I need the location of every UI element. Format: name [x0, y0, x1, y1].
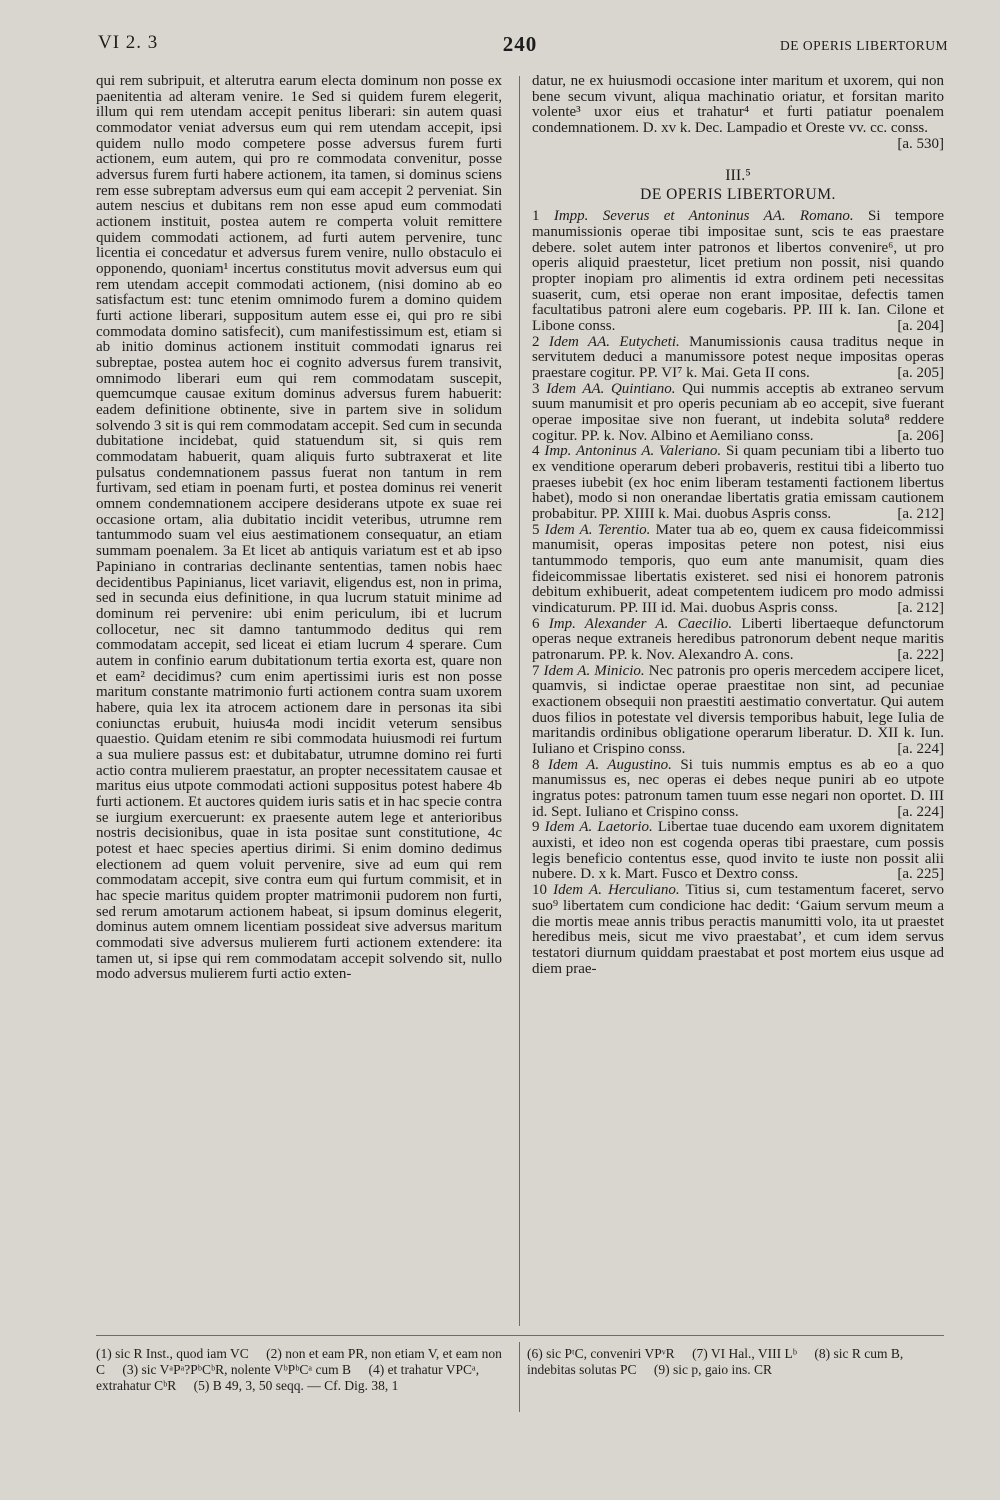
law-text: Liberti libertaeque defunctorum operas neque extraneis heredibus patronorum debent neque maritis patronarum. PP. k. Nov. Alexandro A. cons.: [532, 615, 944, 664]
law-date: [a. 224]: [897, 741, 944, 758]
law-heading: Idem A. Minicio.: [543, 662, 645, 679]
law-entry: [532, 617, 944, 664]
law-entry: [532, 444, 944, 522]
footnote: (4) et trahatur VPCᵃ, extrahatur CᵇR: [96, 1362, 480, 1394]
law-entry: [532, 883, 944, 977]
law-number: 2: [532, 333, 540, 350]
law-entry: [532, 664, 944, 758]
law-heading: Idem AA. Quintiano.: [546, 380, 676, 397]
law-text: Libertae tuae ducendo eam uxorem dignitatem auxisti, et ideo non est cogenda operas tibi praestare, cum possis legis beneficio contentus esse, quod invito te iuste non possit alii nubere. D. x k. Mart. Fusco et Dextro conss.: [532, 819, 944, 883]
law-text: Manumissionis causa traditus neque in servitutem deduci a manumissore potest neque impositas operas praestare cogitur. PP. VI⁷ k. Mai. Geta II cons.: [532, 333, 944, 381]
law-text: Qui nummis acceptis ab extraneo servum suum manumisit et pro operis pecuniam ab eo accepit, sive fuerant operae impositae sive non fuerant, ut indebita soluta⁸ reddere cogitur. PP. k. Nov. Albino et Aemiliano conss.: [532, 380, 945, 444]
law-number: 10: [532, 882, 547, 899]
footnote: (1) sic R Inst., quod iam VC: [96, 1346, 249, 1361]
law-date: [a. 225]: [897, 866, 944, 883]
running-head-title: DE OPERIS LIBERTORUM: [780, 38, 948, 53]
column-divider: [519, 76, 520, 1326]
law-number: 9: [532, 819, 540, 836]
law-heading: Imp. Alexander A. Caecilio.: [548, 615, 733, 632]
right-column: [532, 74, 944, 977]
law-text: Titius si, cum testamentum faceret, servo suo⁹ libertatem cum condicione hac dedit: ‘Gaium servum meum a die mortis meae annis tribus peractis manumitti volo, ita ut praestet heredibus meis, sicut me vivo praestabat’, et cum idem servus testatori diurnum quiddam praestabat et post mortem eius usque ad diem prae-: [532, 882, 945, 977]
law-text: Si quam pecuniam tibi a liberto tuo ex venditione operarum deberi probaveris, restitui tibi a liberto tuo praeses iubebit (ex hoc enim liberam testamenti factionem libertus habet), modo si non onerandae libertatis gratia emissam cautionem probabitur. PP. XIIII k. Mai. duobus Aspris conss.: [532, 443, 945, 523]
footnote: (8) sic R cum B, indebitas solutas PC: [527, 1346, 904, 1378]
law-entry: [532, 209, 944, 334]
left-column-text: qui rem subripuit, et alterutra earum electa dominum non posse ex paenitentia ad alteram venire. 1e Sed si quidem furem elegerit, illum qui rem utendam accepit penitus liberari: sin autem quasi commodator veniat adversus eum qui rem utendam accepit, ipsi quidem nullo modo competere posse adversus furem furti actionem, eum autem, qui pro re commodata convenitur, posse adversus furem furti habere actionem, ita tamen, si dominus sciens rem esse subreptam adversus eum qui eam accepit 2 perveniat. Sin autem nescius et dubitans rem non esse apud eum commodati actionem instituit, postea autem re comperta voluit remittere quidem commodati actionem, ad furti autem pervenire, tunc licentia ei concedatur et adversus furem venire, nullo obstaculo ei opponendo, quoniam¹ incertus constitutus movit adversus eum qui rem utendam accepit commodati actionem, (nisi domino ab eo satisfactum est: tunc etenim omnimodo furem a domino quidem furti actione liberari, suppositum autem esse ei, qui pro re sibi commodata domino satisfecit), cum manifestissimum est, etiam si ab initio dominus actionem instituit commodati ignarus rei subreptae, postea autem hoc ei cognito adversus furem transivit, omnimodo liberari eum qui rem commodatam suscepit, quemcumque causae exitum dominus adversus furem habuerit: eadem definitione obtinente, sive in partem sive in solidum solvendo 3 sit is qui rem commodatam accepit. Sed cum in secunda dubitatione incidebat, quid statuendum sit, si quis rem commodatam habuerit, quam aliquis furto subtraxerat et lite pulsatus condemnationem passus fuerat non tantum in rem furtivam, sed etiam in poenam furti, et postea dominus rei venerit omnem condemnationem accipere desiderans utpote ex suae rei occasione ortam, alia dubitatio incidit veteribus, utrumne rem tantummodo suam vel eius aestimationem consequatur, an etiam summam poenalem. 3a Et licet ab antiquis variatum est et ab ipso Papiniano in contrarias declinante sententias, tamen nobis haec decidentibus Papinianus, licet variavit, eligendus est, non in prima, sed in secunda eius definitione, in qua lucrum statuit minime ad dominum rei pervenire: ubi enim periculum, ibi et lucrum collocetur, nec sit damno tantummodo deditus qui rem commodatam accepit, sed liceat ei etiam lucrum 4 sperare. Cum autem in confinio earum dubitationum tertia exorta est, quare non et eam² decidimus? cum enim apertissimi iuris est non posse maritum constante matrimonio furti actionem contra suam uxorem habere, quia lex ita atrocem actionem dare in personas ita sibi coniunctas erubuit, huius4a modi incidit veterum sensibus quaestio. Quidam etenim re sibi commodata huiusmodi rei furtum a sua muliere passus est: et dubitabatur, utrumne domino rei furti actio contra mulierem praestatur, an propter necessitatem causae et maritus eius utpote commodati actioni suppositus potest habere 4b furti actionem. Et auctores quidem iuris satis et in hac specie contra se iurgium exercuerunt: ex praesente autem lege et anterioribus nostris decisionibus, quae in ista positae sunt constitutione, 4c potest et haec species apertius dirimi. Si enim domino dedimus electionem ad quem voluit pervenire, sive ad eum qui rem commodatam accepit, sive contra eum qui furtum commisit, et in hac specie maritus quidem propter matrimonii pudorem non furti, sed rerum amotarum actionem habeat, si ipsum dominus elegerit, dominus autem omnem licentiam possideat sive adversus maritum commodati sive adversus mulierem furti actionem extendere: ita tamen ut, si ipse qui rem commodatam accepit solvendo sit, nullo modo adversus mulierem furti actio exten-: [96, 73, 502, 983]
law-number: 6: [532, 615, 540, 632]
footnote: (3) sic VᵃPᵃ?PᵇCᵇR, nolente VᵇPᵇCᵃ cum B: [122, 1362, 352, 1378]
law-entry: [532, 820, 944, 883]
law-heading: Idem A. Laetorio.: [544, 819, 653, 836]
footnotes-right: [527, 1346, 944, 1378]
law-list: [532, 209, 944, 977]
continued-text-body: datur, ne ex huiusmodi occasione inter maritum et uxorem, qui non bene secum vivunt, aliqua machinatio oriatur, et forsitan marito volente³ uxor eius et trahatur⁴ et furti patiatur poenalem condemnationem. D. xv k. Dec. Lampadio et Oreste vv. cc. conss.: [532, 73, 944, 137]
footnote: (9) sic p, gaio ins. CR: [653, 1362, 773, 1378]
law-text: Si tempore manumissionis operae tibi impositae sunt, scis te eas praestare debere. solet autem inter patronos et libertos convenire⁶, ut pro operis aliquid praestetur, licet pretium non possit, nisi quando propter inopiam pro alimentis id extra ordinem peti necessitas suaserit, cum, etsi operae non erant impositae, defectis tamen facultatibus patroni alere eum cogebaris. PP. III k. Ian. Cilone et Libone conss.: [532, 208, 945, 334]
law-date: [a. 206]: [897, 427, 944, 444]
law-entry: [532, 382, 944, 445]
law-heading: Idem AA. Eutycheti.: [548, 333, 680, 350]
law-entry: [532, 523, 944, 617]
footnote: (6) sic PᵗC, conveniri VPᵛR: [527, 1346, 675, 1361]
law-heading: Idem A. Terentio.: [544, 521, 651, 538]
continued-text: [532, 73, 944, 152]
footnote: (7) VI Hal., VIII Lᵇ: [692, 1346, 797, 1361]
law-number: 4: [532, 443, 540, 460]
law-entry: [532, 335, 944, 382]
law-number: 1: [532, 208, 540, 225]
page-number: 240: [502, 32, 538, 56]
law-text: Si tuis nummis emptus es ab eo a quo manumissus es, nec operas ei debes neque puniri ab eo utpote ingratus potes: patronum tamen tuum esse negari non oportet. D. III id. Sept. Iuliano et Crispino conss.: [532, 756, 945, 820]
law-date: [a. 212]: [897, 506, 944, 523]
footnotes-left: [96, 1346, 506, 1395]
running-head-section: VI 2. 3: [98, 32, 159, 53]
law-number: 7: [532, 662, 540, 679]
left-column: [96, 74, 502, 983]
law-heading: Imp. Antoninus A. Valeriano.: [544, 443, 722, 460]
law-date: [a. 212]: [897, 600, 944, 617]
section-number: III.⁵: [725, 167, 751, 185]
law-heading: Idem A. Augustino.: [547, 756, 672, 773]
continued-text-date: [a. 530]: [897, 135, 944, 152]
law-date: [a. 205]: [897, 364, 944, 381]
law-number: 8: [532, 756, 540, 773]
footnote: (5) B 49, 3, 50 seqq. — Cf. Dig. 38, 1: [193, 1378, 399, 1394]
section-title: DE OPERIS LIBERTORUM.: [640, 186, 836, 204]
footnote-rule: [96, 1335, 944, 1336]
law-heading: Impp. Severus et Antoninus AA. Romano.: [553, 208, 854, 225]
law-date: [a. 204]: [897, 317, 944, 334]
law-heading: Idem A. Herculiano.: [553, 882, 680, 899]
law-number: 3: [532, 380, 540, 397]
law-entry: [532, 758, 944, 821]
footnote-divider: [519, 1342, 520, 1412]
law-text: Nec patronis pro operis mercedem accipere licet, quamvis, si indictae operae praestitae non sint, ad pecuniae exactionem obsequii non praestiti aestimatio convertatur. Qui autem duos filios in potestate vel diversis temporibus habuit, lege Iulia de maritandis ordinibus obligatione operarum liberatur. D. XII k. Iun. Iuliano et Crispino conss.: [532, 662, 945, 758]
law-date: [a. 224]: [897, 803, 944, 820]
law-date: [a. 222]: [897, 647, 944, 664]
law-text: Mater tua ab eo, quem ex causa fideicommissi manumisit, operas impositas petere non potest, nisi eius tantummodo temporis, quo eum ante manumisit, quam dies fideicommissae libertatis existeret. sed nisi ei honorem patronis debitum exhibuerit, adeat competentem iudicem pro modo admissi vindicaturum. PP. III id. Mai. duobus Aspris conss.: [532, 521, 944, 617]
law-number: 5: [532, 521, 540, 538]
footnote: (2) non et eam PR, non etiam V, et eam non C: [96, 1346, 502, 1378]
